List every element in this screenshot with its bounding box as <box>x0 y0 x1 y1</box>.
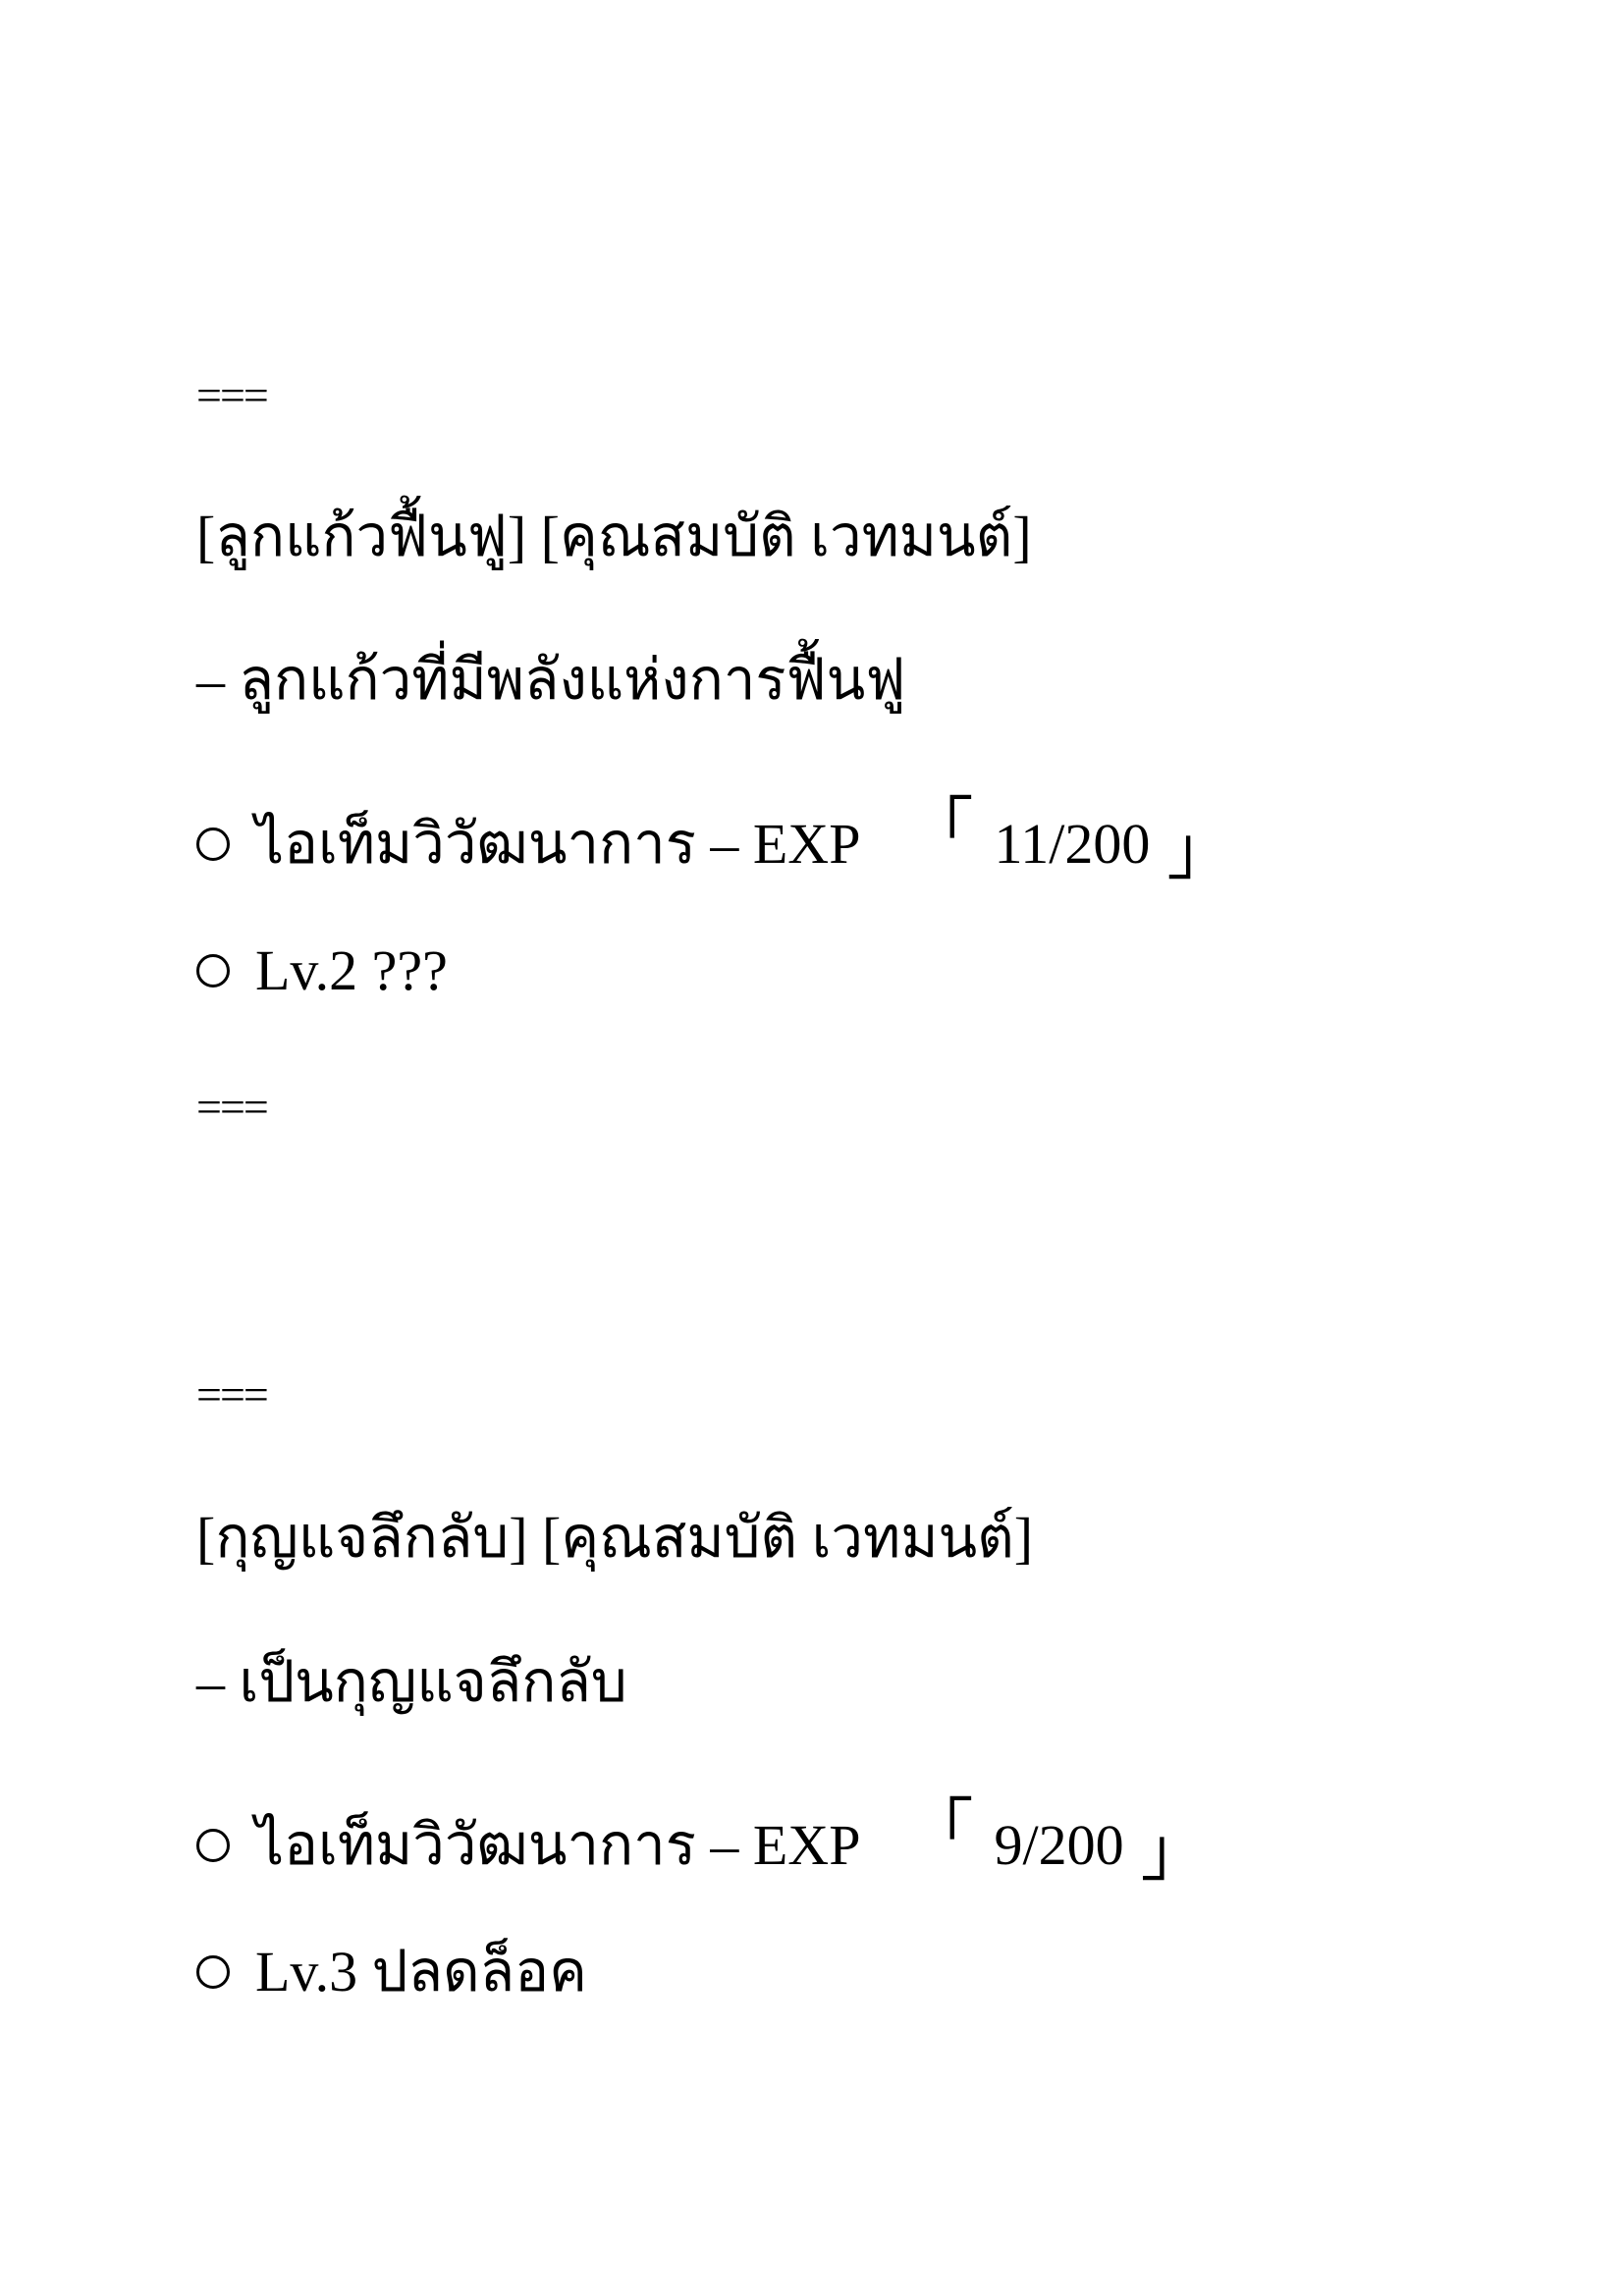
circle-bullet-icon <box>196 1829 230 1862</box>
close-corner-bracket: 」 <box>1141 1817 1205 1890</box>
item-exp-line <box>196 792 1231 888</box>
close-corner-bracket: 」 <box>1167 816 1231 888</box>
item-title: [กุญแจลึกลับ] [คุณสมบัติ เวทมนต์] <box>196 1506 1034 1570</box>
item-level-line <box>196 938 448 1002</box>
circle-bullet-icon <box>196 828 230 861</box>
item-title: [ลูกแก้วฟื้นฟู] [คุณสมบัติ เวทมนต์] <box>196 505 1032 568</box>
item-description: – ลูกแก้วที่มีพลังแห่งการฟื้นฟู <box>196 648 906 712</box>
open-corner-bracket: 「 <box>909 792 973 865</box>
separator: === <box>196 1369 267 1419</box>
level-text: Lv.2 ??? <box>255 938 448 1002</box>
level-text: Lv.3 ปลดล็อค <box>255 1940 587 2003</box>
item-level-line <box>196 1940 587 2003</box>
circle-bullet-icon <box>196 1955 230 1989</box>
item-description: – เป็นกุญแจลึกลับ <box>196 1650 627 1714</box>
separator: === <box>196 1082 267 1132</box>
circle-bullet-icon <box>196 954 230 988</box>
exp-label: ไอเท็มวิวัฒนาการ – EXP <box>255 812 861 876</box>
exp-value: 11/200 <box>994 812 1151 876</box>
exp-label: ไอเท็มวิวัฒนาการ – EXP <box>255 1813 861 1877</box>
exp-value: 9/200 <box>994 1813 1124 1877</box>
open-corner-bracket: 「 <box>909 1793 973 1866</box>
separator: === <box>196 370 267 420</box>
item-exp-line <box>196 1793 1205 1890</box>
